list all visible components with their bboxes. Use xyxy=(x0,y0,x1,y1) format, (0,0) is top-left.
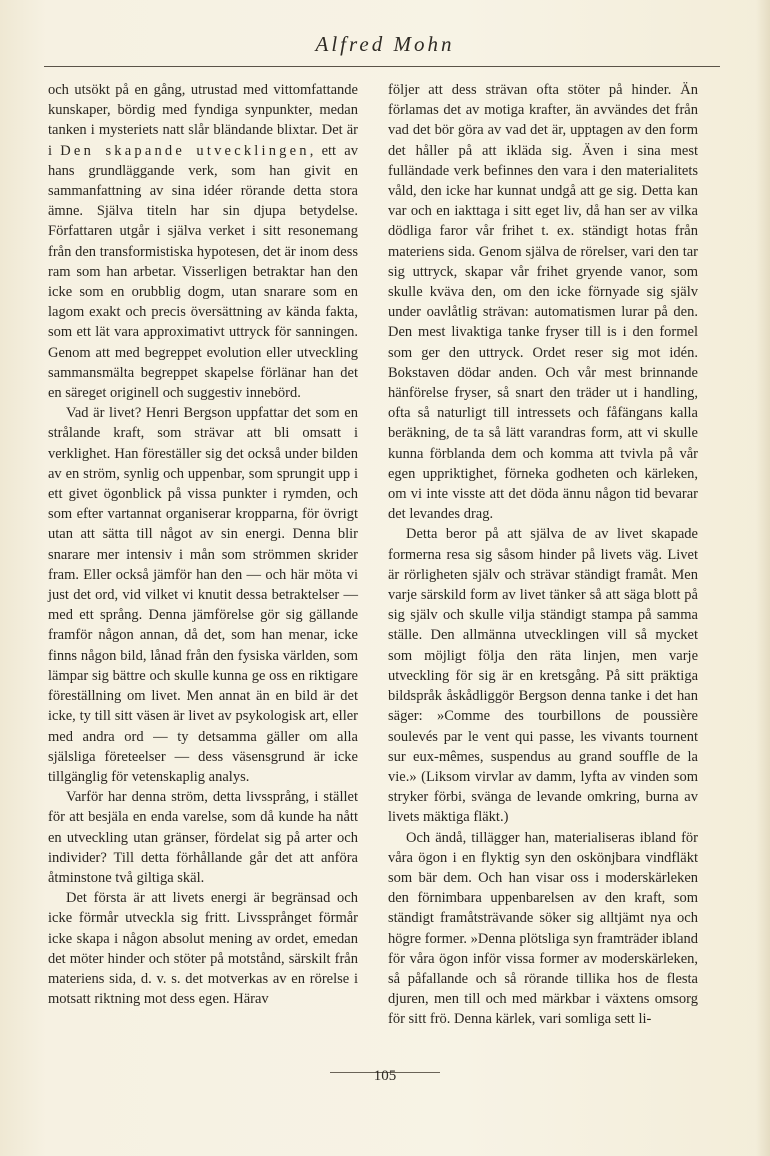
page-number: 105 xyxy=(373,1068,397,1084)
left-paragraph-1-end: , ett av hans grundläggande verk, som han givit en sammanfattning av sina idéer rörande detta stora ämne. Själva titeln har sin djupa betydelse. Författaren utgår i själva verket i sitt resonemang från den transformistiska hypotesen, det är inom dess ram som han arbetar. Visserligen betraktar han den icke som en orubblig dogm, utan snarare som en lagom exakt och precis översättning av kända fakta, som ett lät vara approximativt uttryck för sanningen. Genom att med begreppet evolution eller utveckling sammansmälta begreppet skapelse förlänar han det en säreget originell och suggestiv innebörd. xyxy=(48,142,358,402)
left-paragraph-2: Vad är livet? Henri Bergson uppfattar det som en strålande kraft, som strävar att bli omsatt i verklighet. Han föreställer sig det också under bilden av en ström, synlig och uppenbar, som sprungit upp i ett givet ögonblick på vissa punkter i rymden, och som efter vartannat organiserar kropparna, för övrigt utan att sätta till något av sin energi. Denna blir snarare mer intensiv i mån som strömmen skrider fram. Eller också jämför han den — och här möta vi just det ord, vid vilket vi knutit dessa betraktelser — med ett språng. Denna jämförelse gör sig gällande framför någon annan, då det, som han menar, icke finns någon bild, lånad från den fysiska världen, som lämpar sig bättre och skulle kunna ge oss en riktigare föreställning om livet. Men annat än en bild är det icke, ty till sitt väsen är livet av psykologisk art, eller med andra ord — ty detsamma gäller om alla själsliga företeelser — dess väsensgrund är icke tillgänglig för vetenskaplig analys. xyxy=(48,405,358,785)
left-paragraph-4: Det första är att livets energi är begränsad och icke förmår utveckla sig fritt. Livssprånget förmår icke skapa i någon absolut mening av ordet, emedan det möter hinder och stöter på motstånd, särskilt från materiens sida, d. v. s. det motverkas av en rörelse i motsatt riktning mot dess egen. Härav xyxy=(48,890,358,1008)
right-paragraph-3: Och ändå, tillägger han, materialiseras ibland för våra ögon i en flyktig syn den oskönjbara vindfläkt som bär dem. Och han visar oss i moderskärleken den förnimbara uppenbarelsen av den kraft, som ständigt framåtsträvande söker sig alltjämt nya och högre former. »Denna plötsliga syn framträder ibland för våra ögon inför vissa former av moderskärleken, så påfallande och så rörande tillika hos de flesta djuren, men till och med märkbar i växtens omsorg för sitt frö. Denna kärlek, vari somliga sett li- xyxy=(388,829,698,1028)
header-rule xyxy=(44,66,720,67)
left-paragraph-3: Varför har denna ström, detta livssprång, i stället för att besjäla en enda varelse, som då kunde ha nått en utveckling utan gränser, fördelat sig på arter och individer? Till detta förhållande går det att anföra åtminstone två giltiga skäl. xyxy=(48,789,358,886)
book-title-spaced: Den skapande utvecklingen xyxy=(60,142,310,159)
left-paragraph-1 xyxy=(48,80,358,403)
right-column xyxy=(388,80,698,1030)
left-paragraph-1-start: och utsökt på en gång, utrustad med vittomfattande kunskaper, bördig med fyndiga synpunkter, medan tanken i mysteriets natt slår bländande blixtar. Det är i xyxy=(48,82,358,159)
left-column xyxy=(48,80,358,1009)
right-paragraph-1: följer att dess strävan ofta stöter på hinder. Än förlamas det av motiga krafter, än avvändes det från vad det bör göra av vad det är, upptagen av den form det håller på att ikläda sig. Även i sina mest fulländade verk befinnes den vara i den materialitets våld, den icke har kunnat undgå att ge sig. Detta kan var och en iakttaga i sitt eget liv, då han ser av vilka dödliga faror vår frihet t. ex. ständigt hotas från materiens sida. Genom själva de rörelser, vari den tar sig uttryck, skapar vår frihet gryende vanor, som skulle kväva den, om den icke förnyade sig själv under oavlåtlig strävan: automatismen lurar på den. Den mest livaktiga tanke fryser till is i den formel som ger den uttryck. Ordet reser sig mot idén. Bokstaven dödar anden. Och vår mest brinnande hänförelse fryser, så snart den träder ut i handling, ofta så naturligt till intressets och fåfängans kalla beräkning, de ta så lätt varandras form, att vi skulle kunna förblanda dem och komma att tvivla på vår egen uppriktighet, förneka godheten och kärleken, om vi inte visste att det döda ännu någon tid bevarar det levandes drag. xyxy=(388,82,698,523)
page-edge-shadow xyxy=(756,0,770,1156)
running-header: Alfred Mohn xyxy=(315,32,455,56)
right-paragraph-2: Detta beror på att själva de av livet skapade formerna resa sig såsom hinder på livets väg. Livet är rörligheten själv och strävar ständigt framåt. Men varje särskild form av livet tänker så att säga blott på sig själv och skulle vilja ständigt stampa på samma ställe. Den allmänna utvecklingen vill så mycket som möjligt följa den räta linjen, men varje utveckling för sig är en kretsgång. På sitt präktiga bildspråk åskådliggör Bergson denna tanke i det han säger: »Comme des tourbillons de poussière soulevés par le vent qui passe, les vivants tournent sur eux-mêmes, suspendus au grand souffle de la vie.» (Liksom virvlar av damm, lyfta av vinden som stryker förbi, svänga de levande omkring, burna av livets mäktiga fläkt.) xyxy=(388,526,698,826)
